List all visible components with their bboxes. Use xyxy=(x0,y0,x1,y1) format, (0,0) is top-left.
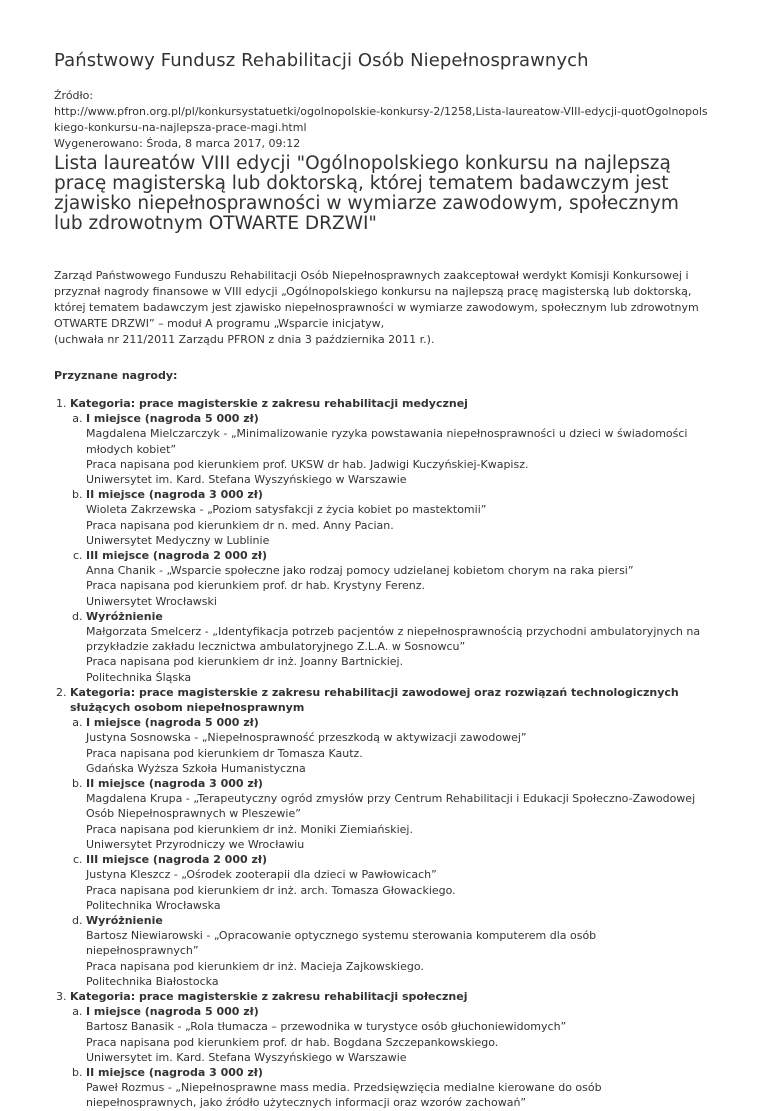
university-name: Uniwersytet Medyczny w Lublinie xyxy=(86,533,270,547)
place-label: b. II miejsce (nagroda 3 000 zł) xyxy=(86,1065,263,1079)
award-entry xyxy=(86,548,712,609)
university-name: Uniwersytet im. Kard. Stefana Wyszyńskiego w Warszawie xyxy=(86,1050,407,1064)
award-categories xyxy=(54,396,712,1111)
supervisor-text: Praca napisana pod kierunkiem dr inż. Joanny Bartnickiej. xyxy=(86,655,404,669)
university-name: Politechnika Śląska xyxy=(86,670,192,684)
category-title: Kategoria: prace magisterskie z zakresu rehabilitacji medycznej xyxy=(70,397,468,410)
places-list xyxy=(70,1004,712,1110)
source-label: Źródło: xyxy=(54,89,94,102)
generated-date: Wygenerowano: Środa, 8 marca 2017, 09:12 xyxy=(54,137,301,150)
intro-note: (uchwała nr 211/2011 Zarządu PFRON z dnia 3 października 2011 r.). xyxy=(54,333,435,346)
place-label: c. III miejsce (nagroda 2 000 zł) xyxy=(86,853,267,867)
award-entry xyxy=(86,913,712,989)
place-label: b. II miejsce (nagroda 3 000 zł) xyxy=(86,777,263,791)
place-label: a. I miejsce (nagroda 5 000 zł) xyxy=(86,716,259,730)
source-url[interactable]: http://www.pfron.org.pl/pl/konkursystatuetki/ogolnopolskie-konkursy-2/1258,Lista-laureatow-VIII-edycji-quotOgolnopolskiego-konkursu-na-najlepsza-prace-magi.html xyxy=(54,105,708,134)
work-title: Justyna Sosnowska - „Niepełnosprawność przeszkodą w aktywizacji zawodowej” xyxy=(86,731,527,745)
supervisor-text: Praca napisana pod kierunkiem dr inż. arch. Tomasza Głowackiego. xyxy=(86,883,456,897)
work-title: Małgorzata Smelcerz - „Identyfikacja potrzeb pacjentów z niepełnosprawnością przychodni ambulatoryjnych na przykładzie zakładu lecznictwa ambulatoryjnego Z.L.A. w Sosnowcu” xyxy=(86,625,701,654)
university-name: Politechnika Wrocławska xyxy=(86,898,221,912)
intro-text: Zarząd Państwowego Funduszu Rehabilitacji Osób Niepełnosprawnych zaakceptował werdykt Komisji Konkursowej i przyznał nagrody finansowe w VIII edycji „Ogólnopolskiego konkursu na najlepszą pracę magisterską lub doktorską, której tematem badawczym jest zjawisko niepełnosprawności w wymiarze zawodowym, społecznym lub zdrowotnym OTWARTE DRZWI” – moduł A programu „Wsparcie inicjatyw, xyxy=(54,269,699,330)
place-label: b. II miejsce (nagroda 3 000 zł) xyxy=(86,488,263,502)
university-name: Gdańska Wyższa Szkoła Humanistyczna xyxy=(86,761,306,775)
university-name: Uniwersytet Przyrodniczy we Wrocławiu xyxy=(86,837,305,851)
university-name: Politechnika Białostocka xyxy=(86,974,219,988)
supervisor-text: Praca napisana pod kierunkiem prof. dr hab. Krystyny Ferenz. xyxy=(86,579,425,593)
supervisor-text: Praca napisana pod kierunkiem dr inż. Macieja Zajkowskiego. xyxy=(86,959,424,973)
page-title: Lista laureatów VIII edycji "Ogólnopolskiego konkursu na najlepszą pracę magisterską lub doktorską, której tematem badawczym jest zjawisko niepełnosprawności w wymiarze zawodowym, społecznym lub zdrowotnym OTWARTE DRZWI" xyxy=(54,153,679,234)
supervisor-text: Praca napisana pod kierunkiem prof. UKSW dr hab. Jadwigi Kuczyńskiej-Kwapisz. xyxy=(86,457,529,471)
supervisor-text: Praca napisana pod kierunkiem dr n. med. Anny Pacian. xyxy=(86,518,394,532)
work-title: Bartosz Niewiarowski - „Opracowanie optycznego systemu sterowania komputerem dla osób niepełnosprawnych” xyxy=(86,929,597,958)
award-entry xyxy=(86,715,712,776)
work-title: Wioleta Zakrzewska - „Poziom satysfakcji z życia kobiet po mastektomii” xyxy=(86,503,487,517)
work-title: Justyna Kleszcz - „Ośrodek zooterapii dla dzieci w Pawłowicach” xyxy=(86,868,437,882)
place-label: d. Wyróżnienie xyxy=(86,609,163,623)
award-category xyxy=(70,989,712,1111)
work-title: Magdalena Krupa - „Terapeutyczny ogród zmysłów przy Centrum Rehabilitacji i Edukacji Społeczno-Zawodowej Osób Niepełnosprawnych w Pleszewie” xyxy=(86,792,696,821)
award-entry xyxy=(86,1004,712,1065)
work-title: Bartosz Banasik - „Rola tłumacza – przewodnika w turystyce osób głuchoniewidomych” xyxy=(86,1020,567,1034)
place-label: a. I miejsce (nagroda 5 000 zł) xyxy=(86,1005,259,1019)
award-entry xyxy=(86,609,712,685)
work-title: Magdalena Mielczarczyk - „Minimalizowanie ryzyka powstawania niepełnosprawności u dzieci w świadomości młodych kobiet” xyxy=(86,427,688,456)
supervisor-text: Praca napisana pod kierunkiem dr Tomasza Kautz. xyxy=(86,746,363,760)
awards-heading: Przyznane nagrody: xyxy=(54,369,178,382)
intro-paragraph xyxy=(54,268,712,348)
document-meta xyxy=(54,88,712,152)
university-name: Uniwersytet Wrocławski xyxy=(86,594,217,608)
award-entry xyxy=(86,411,712,487)
supervisor-text: Praca napisana pod kierunkiem prof. dr hab. Bogdana Szczepankowskiego. xyxy=(86,1035,499,1049)
places-list xyxy=(70,715,712,989)
university-name: Uniwersytet im. Kard. Stefana Wyszyńskiego w Warszawie xyxy=(86,473,407,487)
work-title: Anna Chanik - „Wsparcie społeczne jako rodzaj pomocy udzielanej kobietom chorym na raka piersi” xyxy=(86,564,634,578)
place-label: a. I miejsce (nagroda 5 000 zł) xyxy=(86,412,259,426)
places-list xyxy=(70,411,712,685)
award-entry xyxy=(86,487,712,548)
place-label: c. III miejsce (nagroda 2 000 zł) xyxy=(86,549,267,563)
category-title: Kategoria: prace magisterskie z zakresu rehabilitacji społecznej xyxy=(70,989,468,1003)
work-title: Paweł Rozmus - „Niepełnosprawne mass media. Przedsięwzięcia medialne kierowane do osób niepełnosprawnych, jako źródło użytecznych informacji oraz wzorów zachowań” xyxy=(86,1081,602,1110)
award-entry xyxy=(86,1065,712,1111)
place-label: d. Wyróżnienie xyxy=(86,913,163,927)
award-category xyxy=(70,396,712,685)
award-category xyxy=(70,685,712,989)
award-entry xyxy=(86,776,712,852)
supervisor-text: Praca napisana pod kierunkiem dr inż. Moniki Ziemiańskiej. xyxy=(86,822,413,836)
category-title: Kategoria: prace magisterskie z zakresu rehabilitacji zawodowej oraz rozwiązań technologicznych służących osobom niepełnosprawnym xyxy=(70,685,679,715)
award-entry xyxy=(86,852,712,913)
site-title: Państwowy Fundusz Rehabilitacji Osób Niepełnosprawnych xyxy=(54,50,589,71)
